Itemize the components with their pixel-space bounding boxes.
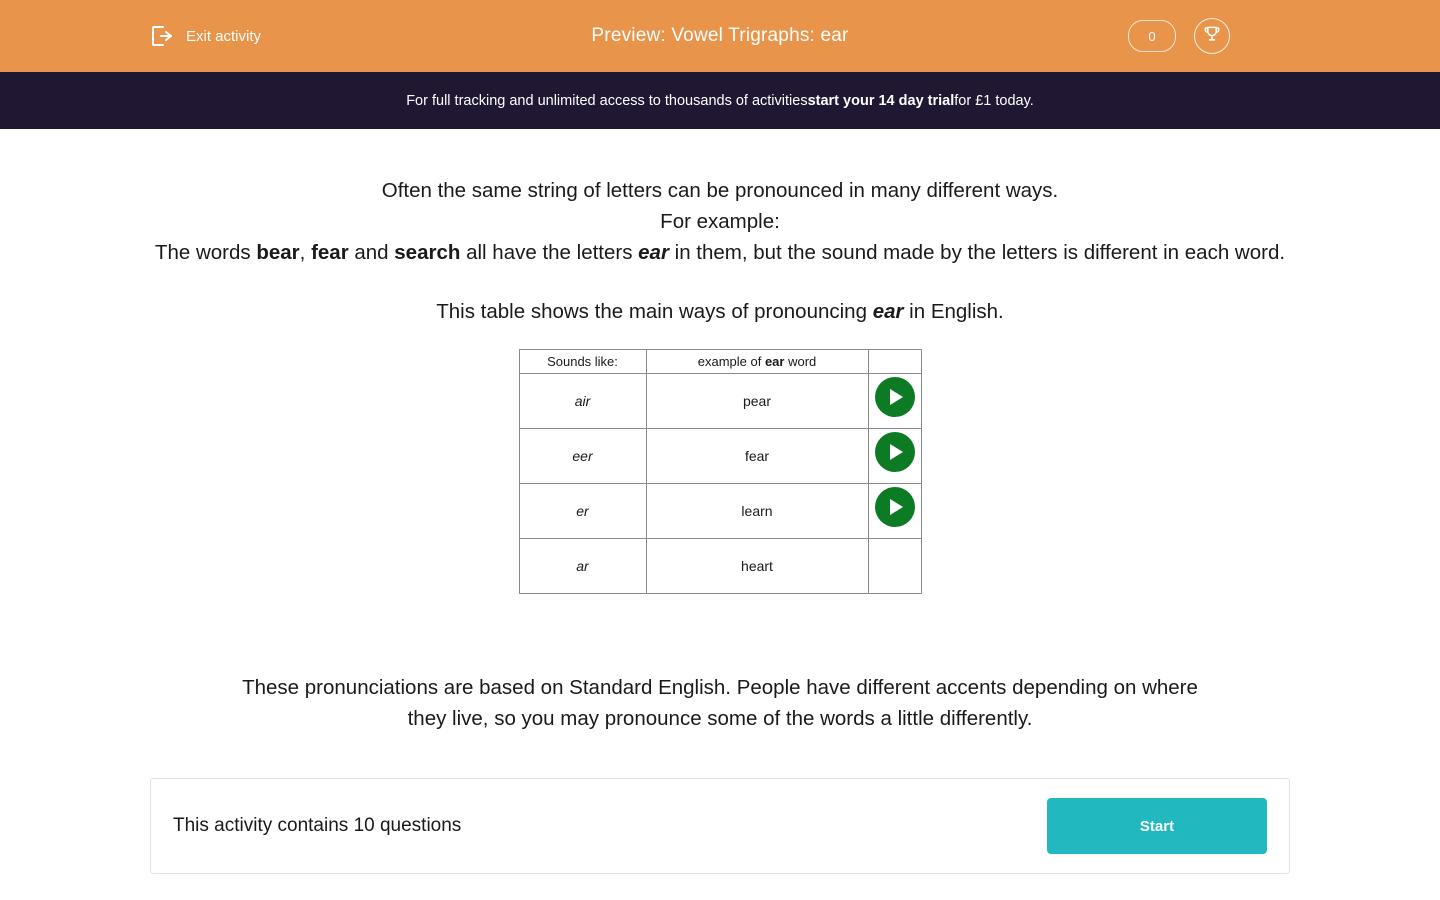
intro-line-3-b: , [299, 241, 312, 264]
row-sound: air [519, 374, 646, 429]
play-icon[interactable] [875, 432, 915, 472]
intro-line-3-e: in them, but the sound made by the letters is different in each word. [668, 241, 1286, 264]
promo-text-bold: start your 14 day trial [807, 92, 955, 109]
header-example-word [646, 350, 868, 374]
header-example-bold: ear [764, 354, 785, 369]
table-row [519, 484, 921, 539]
pronunciation-table-wrapper [150, 349, 1290, 594]
promo-text-after: for £1 today. [954, 92, 1034, 109]
play-icon[interactable] [875, 487, 915, 527]
intro-line-3-c: and [348, 241, 395, 264]
header-example-after: word [784, 354, 817, 369]
intro-line-3 [150, 237, 1290, 268]
row-word: pear [646, 374, 868, 429]
row-sound: ar [519, 539, 646, 594]
play-triangle [890, 499, 903, 515]
table-intro-before: This table shows the main ways of pronouncing [436, 300, 873, 323]
table-row [519, 539, 921, 594]
intro-line-3-a: The words [154, 241, 257, 264]
row-word: learn [646, 484, 868, 539]
main-content [150, 129, 1290, 874]
start-button[interactable]: Start [1047, 798, 1267, 854]
play-icon[interactable] [875, 377, 915, 417]
word-bear: bear [256, 241, 300, 264]
table-row [519, 429, 921, 484]
table-intro [150, 300, 1290, 324]
activity-footer-card [150, 778, 1290, 874]
intro-line-2: For example: [660, 210, 780, 233]
row-play-cell [868, 539, 921, 594]
exit-activity-button[interactable] [150, 24, 261, 48]
score-badge[interactable] [1128, 20, 1176, 52]
exit-arrow-icon [150, 24, 176, 48]
table-row [519, 374, 921, 429]
table-intro-emphasis: ear [872, 300, 904, 323]
page-title: Preview: Vowel Trigraphs: ear [591, 25, 849, 46]
row-word: fear [646, 429, 868, 484]
word-search: search [394, 241, 461, 264]
intro-line-1: Often the same string of letters can be pronounced in many different ways. [381, 179, 1059, 202]
intro-paragraph [150, 175, 1290, 268]
topbar-right-group [1128, 18, 1230, 54]
intro-line-3-d: all have the letters [460, 241, 639, 264]
exit-activity-label: Exit activity [186, 27, 262, 45]
pronunciation-table [519, 349, 922, 594]
promo-text-before: For full tracking and unlimited access to thousands of activities [406, 92, 808, 109]
letters-ear: ear [638, 241, 669, 264]
table-header-row [519, 350, 921, 374]
row-play-cell[interactable] [868, 374, 921, 429]
row-play-cell[interactable] [868, 429, 921, 484]
accent-note: These pronunciations are based on Standard English. People have different accents depending on where they live, so you may pronounce some of the words a little differently. [242, 676, 1198, 730]
word-fear: fear [311, 241, 349, 264]
top-bar [0, 0, 1440, 72]
header-sounds-like: Sounds like: [519, 350, 646, 374]
table-intro-after: in English. [903, 300, 1004, 323]
play-triangle [890, 389, 903, 405]
trophy-icon [1202, 24, 1222, 49]
trial-promo-banner[interactable] [0, 72, 1440, 129]
row-sound: eer [519, 429, 646, 484]
play-triangle [890, 444, 903, 460]
header-example-before: example of [697, 354, 765, 369]
row-sound: er [519, 484, 646, 539]
table-body [519, 374, 921, 594]
score-value: 0 [1148, 28, 1156, 44]
header-play-column [868, 350, 921, 374]
row-word: heart [646, 539, 868, 594]
table-head [519, 350, 921, 374]
question-count-label: This activity contains 10 questions [173, 815, 462, 836]
row-play-cell[interactable] [868, 484, 921, 539]
trophy-button[interactable] [1194, 18, 1230, 54]
